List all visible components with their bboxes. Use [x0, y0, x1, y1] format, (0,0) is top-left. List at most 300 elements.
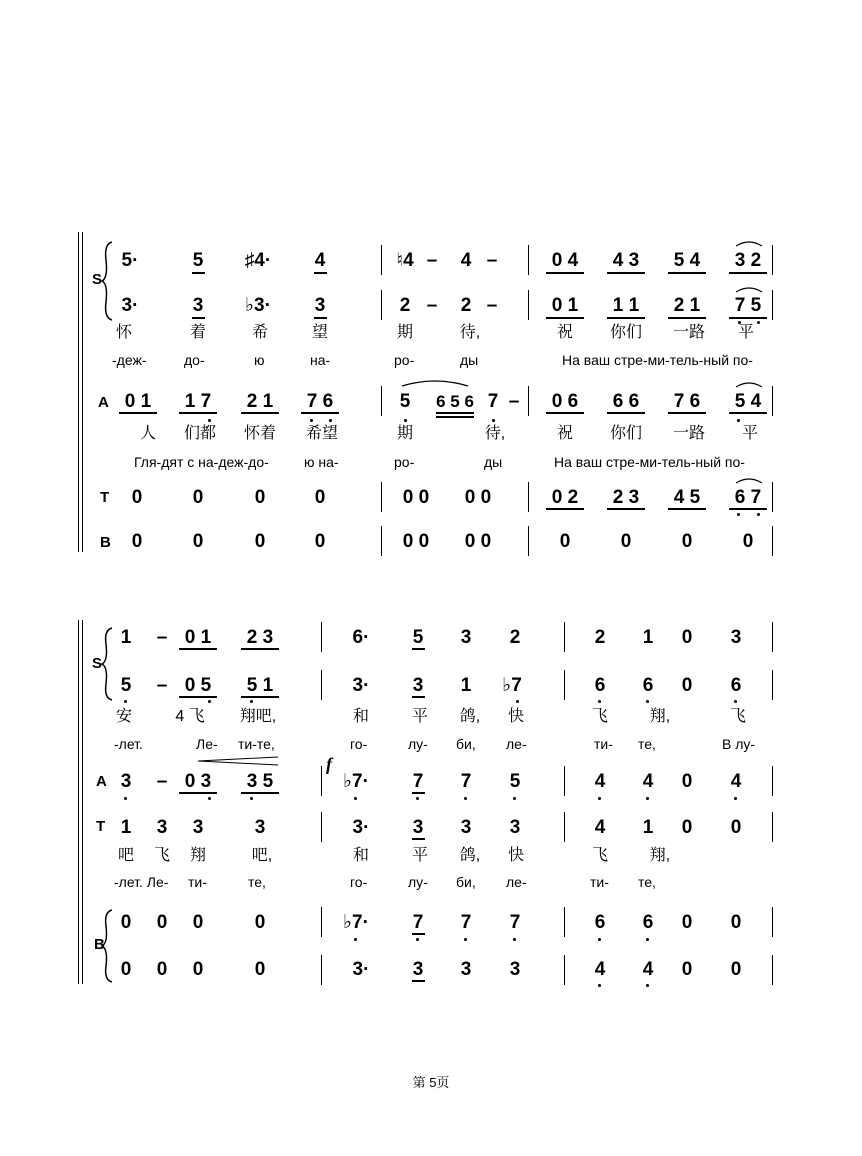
underline: [192, 272, 205, 274]
note: 6 5 6: [436, 392, 474, 411]
lyric: 望: [311, 324, 328, 341]
note: –: [426, 250, 438, 271]
lyric: лу-: [408, 874, 428, 890]
low-octave-dot: [208, 700, 211, 703]
note: 0: [742, 531, 754, 552]
low-octave-dot: [124, 797, 127, 800]
note: 5: [120, 675, 132, 696]
lyric: ю на-: [304, 454, 339, 470]
note: 0: [681, 531, 693, 552]
note: 0: [314, 531, 326, 552]
note: 4: [594, 771, 606, 792]
note: 2: [509, 627, 521, 648]
underline: [668, 272, 706, 274]
low-octave-dot: [646, 984, 649, 987]
system-bracket-outer: [78, 620, 79, 984]
voice-label-alto: A: [98, 394, 109, 411]
underline: [546, 272, 584, 274]
note: 4: [314, 250, 326, 271]
note: 0 1: [124, 391, 152, 412]
note: 5: [509, 771, 521, 792]
note: 0: [120, 912, 132, 933]
underline: [412, 792, 425, 794]
page-number: 第 5页: [412, 1075, 450, 1090]
underline: [729, 317, 767, 319]
lyric: 安: [115, 708, 132, 725]
note: 0: [192, 912, 204, 933]
lyric: 你们: [609, 324, 642, 341]
lyric: 们都: [183, 425, 216, 442]
note: 4: [594, 959, 606, 980]
underline: [179, 696, 217, 698]
low-octave-dot: [492, 419, 495, 422]
lyric: На ваш стре-ми-тель-ный по-: [554, 454, 745, 470]
note: 0: [559, 531, 571, 552]
lyric: ю: [254, 352, 265, 368]
lyric: 祝: [556, 324, 573, 341]
note: 1: [642, 817, 654, 838]
underline: [412, 648, 425, 650]
low-octave-dot: [737, 513, 740, 516]
low-octave-dot: [598, 938, 601, 941]
note: 0: [730, 817, 742, 838]
note: 3·: [352, 817, 370, 838]
note: 0: [314, 487, 326, 508]
barline: [321, 955, 322, 985]
lyric: 飞: [591, 708, 608, 725]
note: 4 3: [612, 250, 640, 271]
underline: [546, 317, 584, 319]
underline: [729, 508, 767, 510]
note: –: [486, 295, 498, 316]
underline: [412, 838, 425, 840]
lyric: 翔吧,: [239, 708, 277, 725]
lyric: 吧: [117, 847, 134, 864]
note: 7: [412, 912, 424, 933]
note: 3: [412, 675, 424, 696]
lyric: 待,: [484, 425, 506, 442]
note: 2 1: [673, 295, 701, 316]
voice-label-bass: B: [100, 534, 111, 551]
slur-icon: [734, 379, 764, 389]
note: 1: [120, 817, 132, 838]
note: –: [426, 295, 438, 316]
note: 5 4: [673, 250, 701, 271]
lyric: 4 飞: [175, 708, 205, 725]
lyric: го-: [350, 736, 368, 752]
note: 6·: [352, 627, 370, 648]
note: 2: [594, 627, 606, 648]
lyric: 你们: [609, 425, 642, 442]
voice-label-bass: B: [94, 936, 105, 953]
barline: [772, 955, 773, 985]
lyric: ро-: [394, 454, 415, 470]
note: 0 4: [551, 250, 579, 271]
lyric: ды: [460, 352, 479, 368]
low-octave-dot: [516, 700, 519, 703]
lyric: до-: [184, 352, 205, 368]
voice-label-soprano: S: [92, 271, 103, 288]
lyric: би,: [456, 736, 476, 752]
underline: [241, 696, 279, 698]
barline: [528, 290, 529, 320]
note: 0 5: [184, 675, 212, 696]
crescendo-hairpin-icon: [196, 755, 280, 767]
note: 6 6: [612, 391, 640, 412]
lyric: би,: [456, 874, 476, 890]
underline: [668, 508, 706, 510]
soprano-brace-icon: [100, 240, 116, 322]
lyric: ти-: [590, 874, 609, 890]
note: 0: [681, 771, 693, 792]
underline: [546, 412, 584, 414]
slur-icon: [734, 238, 764, 248]
note: 1: [460, 675, 472, 696]
note: 0: [620, 531, 632, 552]
barline: [564, 907, 565, 937]
note: 4: [594, 817, 606, 838]
low-octave-dot: [329, 419, 332, 422]
lyric: 平: [411, 847, 428, 864]
note: 0: [254, 487, 266, 508]
underline: [241, 648, 279, 650]
note: 3: [120, 771, 132, 792]
note: 0 0: [402, 531, 430, 552]
note: 5: [399, 391, 411, 412]
note: 6 7: [734, 487, 762, 508]
note: 5 1: [246, 675, 274, 696]
note: 0: [131, 531, 143, 552]
note: 3: [254, 817, 266, 838]
barline: [772, 526, 773, 556]
low-octave-dot: [598, 797, 601, 800]
note: 0 3: [184, 771, 212, 792]
note: 2 3: [246, 627, 274, 648]
lyric: го-: [350, 874, 368, 890]
barline: [321, 670, 322, 700]
lyric: -лет.: [114, 736, 143, 752]
lyric: 快: [507, 847, 524, 864]
underline: [729, 272, 767, 274]
note: 3: [192, 295, 204, 316]
lyric: 飞: [591, 847, 608, 864]
barline: [772, 670, 773, 700]
underline: [729, 412, 767, 414]
note: 0 0: [402, 487, 430, 508]
underline: [436, 416, 474, 418]
barline: [321, 907, 322, 937]
low-octave-dot: [646, 938, 649, 941]
low-octave-dot: [354, 797, 357, 800]
lyric: те,: [248, 874, 266, 890]
barline: [381, 482, 382, 512]
lyric: на-: [310, 352, 331, 368]
note: 3: [460, 627, 472, 648]
note: 2: [460, 295, 472, 316]
note: –: [156, 771, 168, 792]
note: 3·: [352, 959, 370, 980]
note: 0: [681, 959, 693, 980]
lyric: Ле-: [196, 736, 218, 752]
note: –: [486, 250, 498, 271]
lyric: -деж-: [112, 352, 147, 368]
barline: [321, 766, 322, 796]
barline: [381, 386, 382, 416]
note: 6: [594, 912, 606, 933]
note: 3: [509, 817, 521, 838]
note: 0: [681, 675, 693, 696]
lyric: 鸽,: [459, 847, 481, 864]
note: 4: [460, 250, 472, 271]
note: 7: [412, 771, 424, 792]
barline: [528, 482, 529, 512]
lyric: 鸽,: [459, 708, 481, 725]
low-octave-dot: [416, 797, 419, 800]
barline: [321, 622, 322, 652]
lyric: 飞: [153, 847, 170, 864]
underline: [241, 792, 279, 794]
note: 0: [681, 912, 693, 933]
lyric: 平: [411, 708, 428, 725]
note: 3 2: [734, 250, 762, 271]
low-octave-dot: [734, 797, 737, 800]
barline: [381, 526, 382, 556]
note: –: [156, 675, 168, 696]
note: 7: [487, 391, 499, 412]
note: 0: [681, 627, 693, 648]
lyric: те,: [638, 874, 656, 890]
underline: [179, 648, 217, 650]
note: 4: [730, 771, 742, 792]
lyric: 人: [139, 425, 156, 442]
note: 5 4: [734, 391, 762, 412]
note: 7: [460, 912, 472, 933]
note: 3: [314, 295, 326, 316]
barline: [772, 622, 773, 652]
note: 2 3: [612, 487, 640, 508]
low-octave-dot: [598, 984, 601, 987]
note: 0: [192, 959, 204, 980]
lyric: ти-: [594, 736, 613, 752]
underline: [607, 508, 645, 510]
dynamic-forte: f: [326, 754, 332, 774]
note: 0: [254, 912, 266, 933]
barline: [772, 812, 773, 842]
note: 6: [642, 675, 654, 696]
lyric: ле-: [506, 736, 527, 752]
underline: [314, 272, 327, 274]
barline: [528, 526, 529, 556]
note: 1 7: [184, 391, 212, 412]
note: 0: [156, 912, 168, 933]
underline: [179, 792, 217, 794]
voice-label-soprano: S: [92, 655, 103, 672]
barline: [381, 245, 382, 275]
lyric: ле-: [506, 874, 527, 890]
note: 3: [460, 817, 472, 838]
low-octave-dot: [737, 419, 740, 422]
note: 0: [254, 531, 266, 552]
system-bracket-inner: [82, 620, 83, 984]
low-octave-dot: [416, 938, 419, 941]
lyric: 希望: [305, 425, 338, 442]
lyric: ти-те,: [238, 736, 275, 752]
barline: [564, 622, 565, 652]
lyric: 待,: [459, 324, 481, 341]
lyric: 希: [251, 324, 268, 341]
note: 0: [730, 912, 742, 933]
lyric: 着: [189, 324, 206, 341]
low-octave-dot: [464, 938, 467, 941]
barline: [772, 386, 773, 416]
lyric: 和: [352, 708, 369, 725]
low-octave-dot: [513, 797, 516, 800]
low-octave-dot: [646, 700, 649, 703]
lyric: 翔,: [649, 708, 671, 725]
note: 7 5: [734, 295, 762, 316]
note: 3: [730, 627, 742, 648]
slur-icon: [734, 475, 764, 485]
note: 0: [156, 959, 168, 980]
barline: [564, 670, 565, 700]
note: 7: [509, 912, 521, 933]
lyric: 和: [352, 847, 369, 864]
note: –: [156, 627, 168, 648]
lyric: -лет. Ле-: [114, 874, 169, 890]
note: 1 1: [612, 295, 640, 316]
lyric: ро-: [394, 352, 415, 368]
lyric: 吧,: [251, 847, 273, 864]
note: 0 6: [551, 391, 579, 412]
low-octave-dot: [250, 797, 253, 800]
lyric: 怀着: [243, 425, 276, 442]
note: 0: [131, 487, 143, 508]
voice-label-tenor: T: [100, 489, 110, 506]
underline: [179, 412, 217, 414]
note: 3 5: [246, 771, 274, 792]
lyric: ды: [484, 454, 503, 470]
system-bracket-outer: [78, 232, 79, 552]
note: 1: [642, 627, 654, 648]
underline: [607, 272, 645, 274]
note: ♭3·: [245, 295, 271, 316]
barline: [772, 766, 773, 796]
underline: [314, 317, 327, 319]
note: 2 1: [246, 391, 274, 412]
barline: [772, 907, 773, 937]
system-bracket-inner: [82, 232, 83, 552]
note: 4 5: [673, 487, 701, 508]
note: 3: [412, 817, 424, 838]
note: 7 6: [673, 391, 701, 412]
note: 3: [509, 959, 521, 980]
lyric: Гля-дят с на-деж-до-: [134, 454, 269, 470]
underline: [412, 933, 425, 935]
note: 7 6: [306, 391, 334, 412]
underline: [607, 317, 645, 319]
lyric: 期: [396, 324, 413, 341]
note: 6: [594, 675, 606, 696]
low-octave-dot: [404, 419, 407, 422]
voice-label-alto: A: [96, 773, 107, 790]
note: 0 0: [464, 531, 492, 552]
lyric: 平: [737, 324, 754, 341]
low-octave-dot: [310, 419, 313, 422]
note: 6: [730, 675, 742, 696]
note: 6: [642, 912, 654, 933]
note: ♭7: [502, 675, 522, 696]
low-octave-dot: [646, 797, 649, 800]
note: 1: [120, 627, 132, 648]
low-octave-dot: [464, 797, 467, 800]
underline: [412, 696, 425, 698]
note: ♮4: [396, 250, 414, 271]
low-octave-dot: [124, 700, 127, 703]
underline: [607, 412, 645, 414]
slur-icon: [400, 376, 470, 388]
note: 0: [192, 487, 204, 508]
lyric: 翔: [189, 847, 206, 864]
low-octave-dot: [513, 938, 516, 941]
lyric: те,: [638, 736, 656, 752]
note: 7: [460, 771, 472, 792]
note: 3: [192, 817, 204, 838]
low-octave-dot: [354, 938, 357, 941]
underline: [668, 317, 706, 319]
low-octave-dot: [734, 700, 737, 703]
lyric: В лу-: [722, 736, 756, 752]
underline: [546, 508, 584, 510]
low-octave-dot: [757, 513, 760, 516]
low-octave-dot: [598, 700, 601, 703]
note: 0: [120, 959, 132, 980]
underline: [192, 317, 205, 319]
lyric: 平: [741, 425, 758, 442]
barline: [772, 245, 773, 275]
lyric: 期: [396, 425, 413, 442]
note: 0 1: [551, 295, 579, 316]
note: 5: [192, 250, 204, 271]
note: 3: [412, 959, 424, 980]
barline: [381, 290, 382, 320]
barline: [772, 290, 773, 320]
low-octave-dot: [250, 700, 253, 703]
lyric: 一路: [672, 324, 705, 341]
lyric: 祝: [556, 425, 573, 442]
underline: [412, 980, 425, 982]
lyric: ти-: [188, 874, 207, 890]
note: 5: [412, 627, 424, 648]
note: 0 1: [184, 627, 212, 648]
barline: [528, 245, 529, 275]
underline: [119, 412, 157, 414]
note: 0 0: [464, 487, 492, 508]
note: 3·: [352, 675, 370, 696]
underline: [241, 412, 279, 414]
lyric: 快: [507, 708, 524, 725]
note: 3: [156, 817, 168, 838]
barline: [772, 482, 773, 512]
barline: [321, 812, 322, 842]
lyric: 翔,: [649, 847, 671, 864]
underline: [301, 412, 339, 414]
note: 5·: [121, 250, 139, 271]
note: 0: [681, 817, 693, 838]
note: ♭7·: [343, 771, 369, 792]
note: 2: [399, 295, 411, 316]
lyric: 飞: [729, 708, 746, 725]
underline: [668, 412, 706, 414]
